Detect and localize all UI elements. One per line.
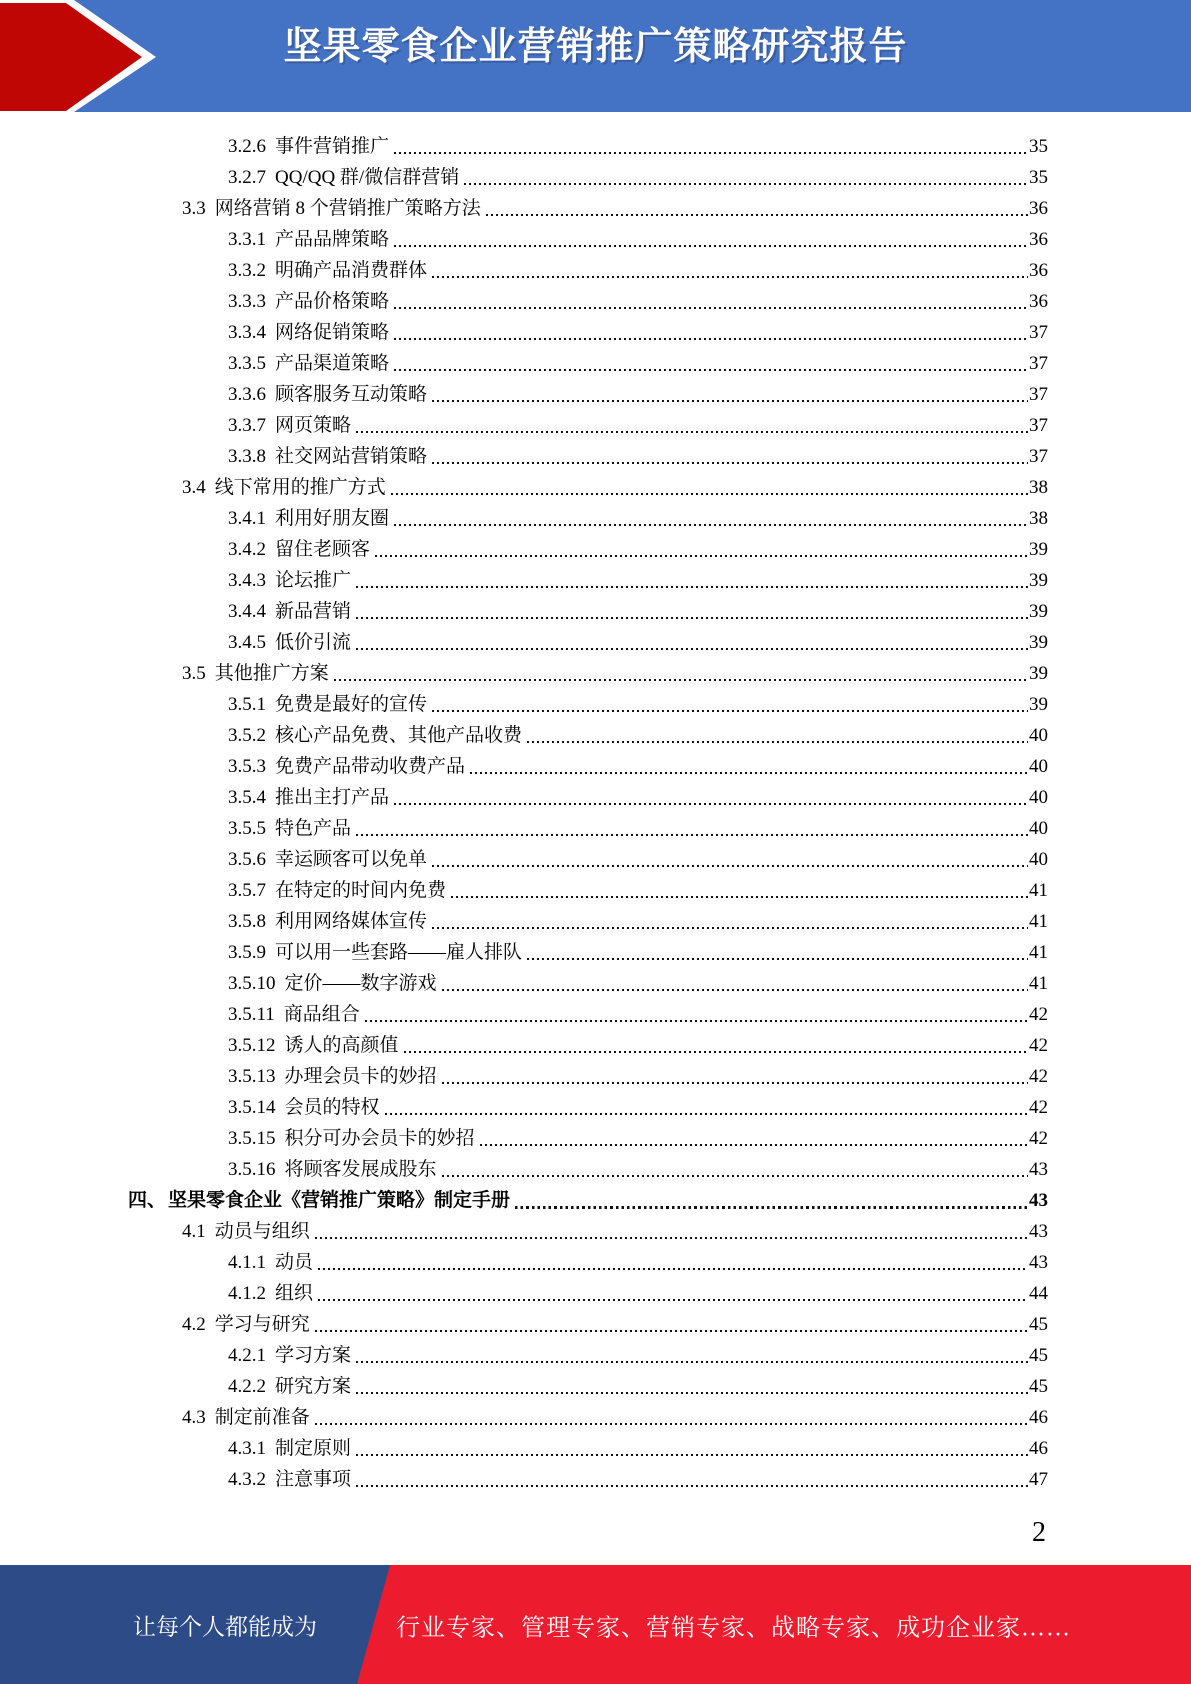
toc-entry-title: 利用网络媒体宣传	[275, 911, 428, 932]
toc-entry-number: 3.5.14	[228, 1097, 276, 1118]
toc-entry	[128, 595, 1048, 626]
toc-entry	[128, 1215, 1048, 1246]
toc-entry	[128, 719, 1048, 750]
toc-entry-number: 4.3.2	[228, 1469, 266, 1490]
toc-entry-title: 研究方案	[275, 1376, 352, 1397]
toc-entry-number: 3.5.12	[228, 1035, 276, 1056]
toc-entry-page: 36	[1029, 198, 1048, 219]
dot-leader	[356, 1485, 1028, 1487]
toc-entry-label	[182, 194, 481, 223]
dot-leader	[404, 1051, 1028, 1053]
toc-entry-number: 3.3.2	[228, 260, 266, 281]
toc-entry	[128, 1432, 1048, 1463]
dot-leader	[442, 1175, 1028, 1177]
toc-entry-number: 4.3.1	[228, 1438, 266, 1459]
dot-leader	[334, 679, 1028, 681]
toc-entry-page: 36	[1029, 291, 1048, 312]
dot-leader	[394, 307, 1028, 309]
toc-entry-page: 47	[1029, 1469, 1048, 1490]
toc-entry-page: 41	[1029, 942, 1048, 963]
toc-entry-number: 3.5.13	[228, 1066, 276, 1087]
toc-entry-title: 注意事项	[275, 1469, 352, 1490]
toc-entry-number: 3.3.7	[228, 415, 266, 436]
toc-entry-page: 38	[1029, 477, 1048, 498]
dot-leader	[356, 1361, 1028, 1363]
toc-entry-label	[182, 659, 329, 688]
toc-entry	[128, 1339, 1048, 1370]
toc-entry-title: 产品渠道策略	[275, 353, 390, 374]
toc-entry-page: 42	[1029, 1004, 1048, 1025]
toc-entry-title: 动员	[275, 1252, 314, 1273]
toc-entry	[128, 254, 1048, 285]
toc-entry-page: 45	[1029, 1345, 1048, 1366]
dot-leader	[470, 772, 1028, 774]
toc-entry	[128, 1060, 1048, 1091]
toc-entry-page: 40	[1029, 818, 1048, 839]
toc-entry-number: 3.5.10	[228, 973, 276, 994]
toc-entry-label	[228, 690, 427, 719]
toc-entry-label	[228, 1279, 313, 1308]
toc-entry-label	[228, 566, 351, 595]
toc-entry-number: 3.4.4	[228, 601, 266, 622]
toc-entry-number: 4.1.2	[228, 1283, 266, 1304]
toc-entry-title: QQ/QQ 群/微信群营销	[275, 167, 460, 188]
dot-leader	[442, 989, 1028, 991]
dot-leader	[442, 1082, 1028, 1084]
table-of-contents	[128, 130, 1048, 1494]
toc-entry	[128, 1091, 1048, 1122]
toc-entry-title: 产品品牌策略	[275, 229, 390, 250]
toc-entry-title: 诱人的高颜值	[284, 1035, 399, 1056]
toc-entry-title: 组织	[275, 1283, 314, 1304]
toc-entry	[128, 657, 1048, 688]
toc-entry-page: 45	[1029, 1314, 1048, 1335]
toc-entry	[128, 161, 1048, 192]
dot-leader	[451, 896, 1028, 898]
toc-entry-number: 3.5.9	[228, 942, 266, 963]
toc-entry-title: 利用好朋友圈	[275, 508, 390, 529]
dot-leader	[432, 865, 1028, 867]
toc-entry-page: 39	[1029, 632, 1048, 653]
toc-entry-page: 37	[1029, 322, 1048, 343]
toc-entry-page: 40	[1029, 725, 1048, 746]
page-title: 坚果零食企业营销推广策略研究报告	[283, 26, 908, 68]
toc-entry-title: 动员与组织	[214, 1221, 310, 1242]
toc-entry-title: 顾客服务互动策略	[275, 384, 428, 405]
toc-entry-label	[228, 721, 522, 750]
footer-band	[0, 1565, 1191, 1684]
toc-entry	[128, 1246, 1048, 1277]
toc-entry-title: 在特定的时间内免费	[275, 880, 447, 901]
toc-entry-label	[228, 1093, 380, 1122]
dot-leader	[315, 1423, 1028, 1425]
toc-entry	[128, 192, 1048, 223]
toc-entry	[128, 781, 1048, 812]
toc-entry-title: 产品价格策略	[275, 291, 390, 312]
toc-entry-label	[228, 1465, 351, 1494]
toc-entry-page: 37	[1029, 446, 1048, 467]
toc-entry-number: 3.3.5	[228, 353, 266, 374]
toc-entry-number: 3.5.1	[228, 694, 266, 715]
toc-entry-label	[228, 256, 427, 285]
dot-leader	[432, 462, 1028, 464]
dot-leader	[385, 1113, 1028, 1115]
toc-entry-page: 45	[1029, 1376, 1048, 1397]
toc-entry-label	[228, 1372, 351, 1401]
toc-entry	[128, 998, 1048, 1029]
dot-leader	[365, 1020, 1028, 1022]
toc-entry-title: 学习与研究	[214, 1314, 310, 1335]
dot-leader	[356, 431, 1028, 433]
toc-entry-title: 新品营销	[275, 601, 352, 622]
toc-entry-page: 37	[1029, 384, 1048, 405]
toc-entry-number: 3.3.6	[228, 384, 266, 405]
toc-entry-label	[228, 1155, 437, 1184]
toc-entry-label	[182, 1403, 310, 1432]
toc-entry	[128, 564, 1048, 595]
toc-entry-label	[228, 628, 351, 657]
toc-entry-page: 35	[1029, 167, 1048, 188]
toc-entry-title: 低价引流	[275, 632, 352, 653]
toc-entry-number: 3.5.5	[228, 818, 266, 839]
toc-entry-title: 幸运顾客可以免单	[275, 849, 428, 870]
toc-entry-label	[228, 1031, 399, 1060]
toc-entry	[128, 1029, 1048, 1060]
toc-entry-page: 42	[1029, 1035, 1048, 1056]
toc-entry-number: 3.5	[182, 663, 206, 684]
toc-entry-number: 3.5.4	[228, 787, 266, 808]
toc-entry-page: 42	[1029, 1097, 1048, 1118]
toc-entry-label	[182, 1310, 310, 1339]
toc-entry-label	[228, 783, 389, 812]
toc-entry-page: 43	[1029, 1221, 1048, 1242]
toc-entry-title: 定价——数字游戏	[284, 973, 437, 994]
toc-entry	[128, 378, 1048, 409]
toc-entry	[128, 1370, 1048, 1401]
toc-entry-page: 43	[1029, 1190, 1048, 1211]
dot-leader	[356, 834, 1028, 836]
toc-entry	[128, 874, 1048, 905]
toc-entry	[128, 843, 1048, 874]
dot-leader	[480, 1144, 1028, 1146]
toc-entry-label	[228, 752, 465, 781]
dot-leader	[391, 493, 1028, 495]
dot-leader	[527, 958, 1028, 960]
toc-entry-title: 网页策略	[275, 415, 352, 436]
toc-entry	[128, 1184, 1048, 1215]
toc-entry-page: 41	[1029, 973, 1048, 994]
toc-entry-title: 免费产品带动收费产品	[275, 756, 466, 777]
toc-entry-number: 4.1.1	[228, 1252, 266, 1273]
toc-entry-label	[228, 287, 389, 316]
toc-entry	[128, 812, 1048, 843]
dot-leader	[394, 524, 1028, 526]
toc-entry-title: 坚果零食企业《营销推广策略》制定手册	[168, 1190, 511, 1211]
toc-entry-page: 44	[1029, 1283, 1048, 1304]
toc-entry-page: 42	[1029, 1128, 1048, 1149]
toc-entry-number: 4.3	[182, 1407, 206, 1428]
toc-entry-number: 3.5.15	[228, 1128, 276, 1149]
toc-entry-number: 3.5.2	[228, 725, 266, 746]
toc-entry-label	[228, 845, 427, 874]
toc-entry-label	[228, 442, 427, 471]
toc-entry-label	[228, 318, 389, 347]
toc-entry-label	[182, 1217, 310, 1246]
toc-entry	[128, 223, 1048, 254]
toc-entry-label	[228, 814, 351, 843]
toc-entry-page: 38	[1029, 508, 1048, 529]
toc-entry-title: 网络营销 8 个营销推广策略方法	[214, 198, 481, 219]
dot-leader	[318, 1299, 1028, 1301]
toc-entry-label	[228, 411, 351, 440]
toc-entry-title: 办理会员卡的妙招	[284, 1066, 437, 1087]
dot-leader	[432, 710, 1028, 712]
toc-entry-title: 学习方案	[275, 1345, 352, 1366]
toc-entry	[128, 967, 1048, 998]
toc-entry-title: 可以用一些套路——雇人排队	[275, 942, 523, 963]
toc-entry	[128, 1308, 1048, 1339]
toc-entry-number: 3.3.3	[228, 291, 266, 312]
toc-entry-title: 网络促销策略	[275, 322, 390, 343]
toc-entry	[128, 409, 1048, 440]
toc-entry-page: 39	[1029, 601, 1048, 622]
toc-entry-number: 3.4.1	[228, 508, 266, 529]
dot-leader	[356, 648, 1028, 650]
toc-entry-label	[228, 504, 389, 533]
dot-leader	[318, 1268, 1028, 1270]
toc-entry-number: 3.5.6	[228, 849, 266, 870]
toc-entry	[128, 316, 1048, 347]
toc-entry-label	[228, 132, 389, 161]
dot-leader	[486, 214, 1028, 216]
footer-slogan-right: 行业专家、管理专家、营销专家、战略专家、成功企业家……	[396, 1615, 1071, 1641]
toc-entry-page: 39	[1029, 539, 1048, 560]
toc-entry	[128, 626, 1048, 657]
toc-entry-title: 特色产品	[275, 818, 352, 839]
dot-leader	[356, 617, 1028, 619]
dot-leader	[315, 1330, 1028, 1332]
toc-entry-label	[228, 1000, 360, 1029]
toc-entry-page: 39	[1029, 570, 1048, 591]
dot-leader	[432, 400, 1028, 402]
toc-entry-label	[228, 163, 459, 192]
toc-entry-page: 40	[1029, 787, 1048, 808]
toc-entry	[128, 285, 1048, 316]
dot-leader	[394, 338, 1028, 340]
toc-entry	[128, 347, 1048, 378]
toc-entry-number: 3.5.11	[228, 1004, 275, 1025]
toc-entry	[128, 750, 1048, 781]
dot-leader	[356, 1392, 1028, 1394]
toc-entry-number: 四、	[128, 1190, 167, 1211]
toc-entry-label	[128, 1186, 510, 1215]
toc-entry-label	[228, 1341, 351, 1370]
toc-entry	[128, 1463, 1048, 1494]
toc-entry-label	[228, 907, 427, 936]
toc-entry-page: 40	[1029, 849, 1048, 870]
dot-leader	[527, 741, 1028, 743]
toc-entry-label	[228, 1124, 475, 1153]
toc-entry-page: 42	[1029, 1066, 1048, 1087]
toc-entry-label	[228, 1434, 351, 1463]
toc-entry-label	[228, 535, 370, 564]
toc-entry-label	[228, 969, 437, 998]
toc-entry-page: 37	[1029, 415, 1048, 436]
dot-leader	[394, 803, 1028, 805]
toc-entry	[128, 471, 1048, 502]
toc-entry-title: 商品组合	[283, 1004, 360, 1025]
dot-leader	[394, 152, 1028, 154]
toc-entry-page: 36	[1029, 229, 1048, 250]
toc-entry-title: 免费是最好的宣传	[275, 694, 428, 715]
toc-entry	[128, 936, 1048, 967]
toc-entry-number: 3.3	[182, 198, 206, 219]
toc-entry-label	[228, 1062, 437, 1091]
toc-entry-page: 35	[1029, 136, 1048, 157]
toc-entry-number: 3.5.16	[228, 1159, 276, 1180]
dot-leader	[315, 1237, 1028, 1239]
toc-entry	[128, 905, 1048, 936]
toc-entry-title: 积分可办会员卡的妙招	[284, 1128, 475, 1149]
dot-leader	[515, 1206, 1028, 1209]
toc-entry-number: 3.4.2	[228, 539, 266, 560]
toc-entry-number: 3.5.8	[228, 911, 266, 932]
dot-leader	[356, 1454, 1028, 1456]
toc-entry-title: 制定前准备	[214, 1407, 310, 1428]
toc-entry-number: 4.2.2	[228, 1376, 266, 1397]
toc-entry-number: 3.4	[182, 477, 206, 498]
toc-entry-title: 线下常用的推广方式	[214, 477, 386, 498]
toc-entry	[128, 688, 1048, 719]
toc-entry-title: 其他推广方案	[214, 663, 329, 684]
toc-entry-label	[228, 876, 446, 905]
toc-entry-number: 3.3.1	[228, 229, 266, 250]
toc-entry-number: 3.3.4	[228, 322, 266, 343]
toc-entry-number: 3.4.5	[228, 632, 266, 653]
toc-entry-number: 3.3.8	[228, 446, 266, 467]
toc-entry-number: 3.2.7	[228, 167, 266, 188]
page-number: 2	[1032, 1517, 1046, 1548]
toc-entry-label	[228, 380, 427, 409]
toc-entry	[128, 502, 1048, 533]
toc-entry-number: 4.2.1	[228, 1345, 266, 1366]
toc-entry-title: 事件营销推广	[275, 136, 390, 157]
dot-leader	[432, 276, 1028, 278]
toc-entry-page: 43	[1029, 1252, 1048, 1273]
toc-entry-number: 4.2	[182, 1314, 206, 1335]
toc-entry-label	[228, 225, 389, 254]
toc-entry-label	[182, 473, 386, 502]
dot-leader	[464, 183, 1028, 185]
toc-entry-page: 43	[1029, 1159, 1048, 1180]
toc-entry-title: 社交网站营销策略	[275, 446, 428, 467]
toc-entry-number: 3.4.3	[228, 570, 266, 591]
toc-entry-page: 41	[1029, 880, 1048, 901]
toc-entry-page: 46	[1029, 1438, 1048, 1459]
toc-entry-title: 留住老顾客	[275, 539, 371, 560]
toc-entry	[128, 440, 1048, 471]
toc-entry-title: 核心产品免费、其他产品收费	[275, 725, 523, 746]
dot-leader	[394, 245, 1028, 247]
toc-entry-number: 3.2.6	[228, 136, 266, 157]
dot-leader	[375, 555, 1028, 557]
toc-entry-title: 会员的特权	[284, 1097, 380, 1118]
toc-entry	[128, 130, 1048, 161]
toc-entry-title: 明确产品消费群体	[275, 260, 428, 281]
toc-entry-page: 37	[1029, 353, 1048, 374]
dot-leader	[356, 586, 1028, 588]
toc-entry-number: 3.5.7	[228, 880, 266, 901]
toc-entry-title: 制定原则	[275, 1438, 352, 1459]
toc-entry-page: 40	[1029, 756, 1048, 777]
toc-entry-page: 41	[1029, 911, 1048, 932]
toc-entry	[128, 1401, 1048, 1432]
header-band	[0, 0, 1191, 112]
toc-entry-title: 推出主打产品	[275, 787, 390, 808]
toc-entry-page: 39	[1029, 694, 1048, 715]
toc-entry-label	[228, 1248, 313, 1277]
dot-leader	[394, 369, 1028, 371]
toc-entry-label	[228, 938, 522, 967]
toc-entry	[128, 533, 1048, 564]
toc-entry-page: 46	[1029, 1407, 1048, 1428]
dot-leader	[432, 927, 1028, 929]
toc-entry-label	[228, 597, 351, 626]
toc-entry-page: 36	[1029, 260, 1048, 281]
toc-entry-number: 3.5.3	[228, 756, 266, 777]
toc-entry	[128, 1122, 1048, 1153]
footer-slogan-left: 让每个人都能成为	[133, 1614, 317, 1639]
toc-entry	[128, 1153, 1048, 1184]
toc-entry-page: 39	[1029, 663, 1048, 684]
toc-entry-label	[228, 349, 389, 378]
toc-entry-title: 论坛推广	[275, 570, 352, 591]
toc-entry-title: 将顾客发展成股东	[284, 1159, 437, 1180]
toc-entry-number: 4.1	[182, 1221, 206, 1242]
toc-entry	[128, 1277, 1048, 1308]
